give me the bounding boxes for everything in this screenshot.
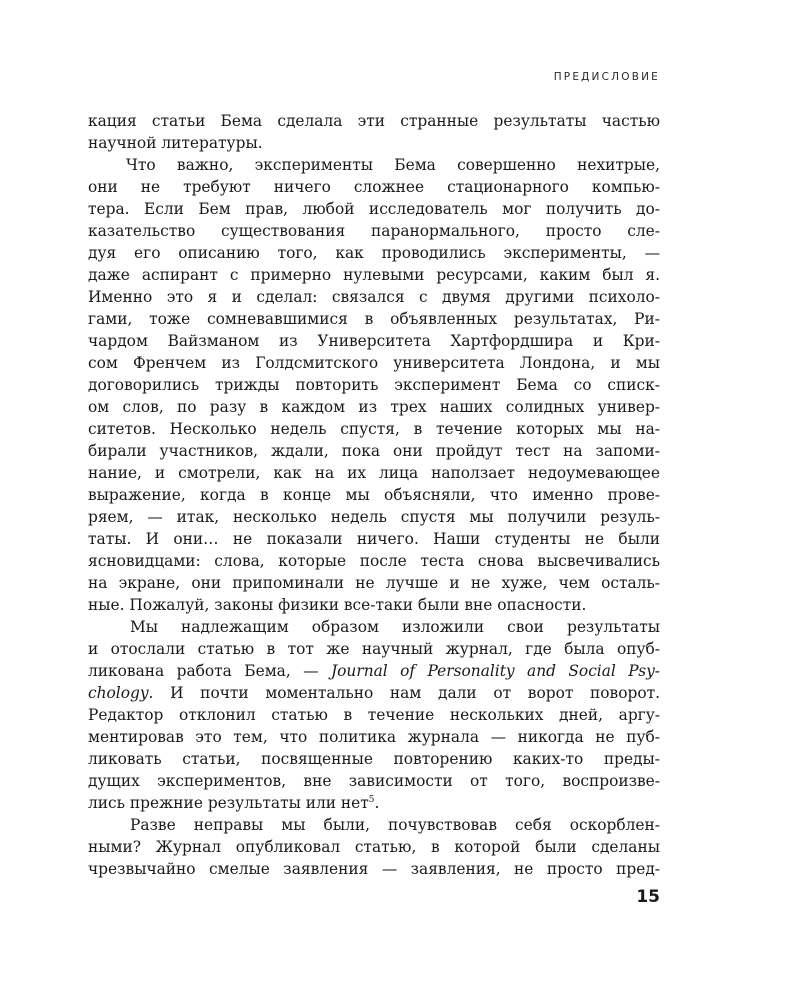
text-line: сом Френчем из Голдсмитского университета Лондона, и мы	[88, 354, 660, 372]
text-line: научной литературы.	[88, 134, 263, 152]
text-line: они не требуют ничего сложнее стационарного компью-	[88, 178, 660, 196]
text-line: даже аспирант с примерно нулевыми ресурсами, каким был я.	[88, 266, 660, 284]
text-line: ликовать статьи, посвященные повторению каких-то преды-	[88, 750, 660, 768]
text-line: таты. И они… не показали ничего. Наши студенты не были	[88, 530, 660, 548]
text-line: бирали участников, ждали, пока они пройдут тест на запоми-	[88, 442, 660, 460]
text-line	[88, 682, 660, 704]
text-line: на экране, они припоминали не лучше и не хуже, чем осталь-	[88, 574, 660, 592]
text-line: Что важно, эксперименты Бема совершенно нехитрые,	[126, 156, 660, 174]
text-line: нание, и смотрели, как на их лица наползает недоумевающее	[88, 464, 660, 482]
text-line: Разве неправы мы были, почувствовав себя оскорблен-	[130, 816, 660, 834]
text-line: выражение, когда в конце мы объясняли, что именно прове-	[88, 486, 660, 504]
text-line: и отослали статью в тот же научный журнал, где была опуб-	[88, 640, 660, 658]
text-line: тера. Если Бем прав, любой исследователь мог получить до-	[88, 200, 660, 218]
text-line: ом слов, по разу в каждом из трех наших солидных универ-	[88, 398, 660, 416]
text-line: ясновидцами: слова, которые после теста снова высвечивались	[88, 552, 660, 570]
text-run: ликована работа Бема, —	[88, 662, 319, 680]
journal-title-italic: Journal of Personality and Social Psy-	[330, 662, 660, 680]
text-line: ряем, — итак, несколько недель спустя мы получили резуль-	[88, 508, 660, 526]
text-line: Редактор отклонил статью в течение нескольких дней, аргу-	[88, 706, 660, 724]
text-line: Мы надлежащим образом изложили свои результаты	[130, 618, 660, 636]
text-run: лись прежние результаты или нет	[88, 794, 369, 812]
text-line: кация статьи Бема сделала эти странные результаты частью	[88, 112, 660, 130]
text-line: ными? Журнал опубликовал статью, в которой были сделаны	[88, 838, 660, 856]
text-line: ментировав это тем, что политика журнала — никогда не пуб-	[88, 728, 660, 746]
text-line: ситетов. Несколько недель спустя, в течение которых мы на-	[88, 420, 660, 438]
text-line: дуя его описанию того, как проводились эксперименты, —	[88, 244, 660, 262]
text-line	[88, 792, 660, 814]
text-run: .	[374, 794, 380, 812]
text-line: чардом Вайзманом из Университета Хартфордшира и Кри-	[88, 332, 660, 350]
text-line: чрезвычайно смелые заявления — заявления, не просто пред-	[88, 860, 660, 878]
body-text	[88, 110, 660, 880]
text-line: гами, тоже сомневавшимися в объявленных результатах, Ри-	[88, 310, 660, 328]
text-line: ные. Пожалуй, законы физики все-таки были вне опасности.	[88, 596, 587, 614]
text-line: Именно это я и сделал: связался с двумя другими психоло-	[88, 288, 660, 306]
footnote-ref[interactable]: 5	[368, 794, 375, 805]
running-head: ПРЕДИСЛОВИЕ	[553, 71, 660, 83]
text-run: . И почти моментально нам дали от ворот поворот.	[148, 684, 660, 702]
text-line: казательство существования паранормального, просто сле-	[88, 222, 660, 240]
text-line: договорились трижды повторить эксперимент Бема со списк-	[88, 376, 660, 394]
page-number: 15	[636, 887, 660, 907]
text-line	[88, 660, 660, 682]
journal-title-italic: chology	[88, 684, 149, 702]
text-line: дущих экспериментов, вне зависимости от того, воспроизве-	[88, 772, 660, 790]
